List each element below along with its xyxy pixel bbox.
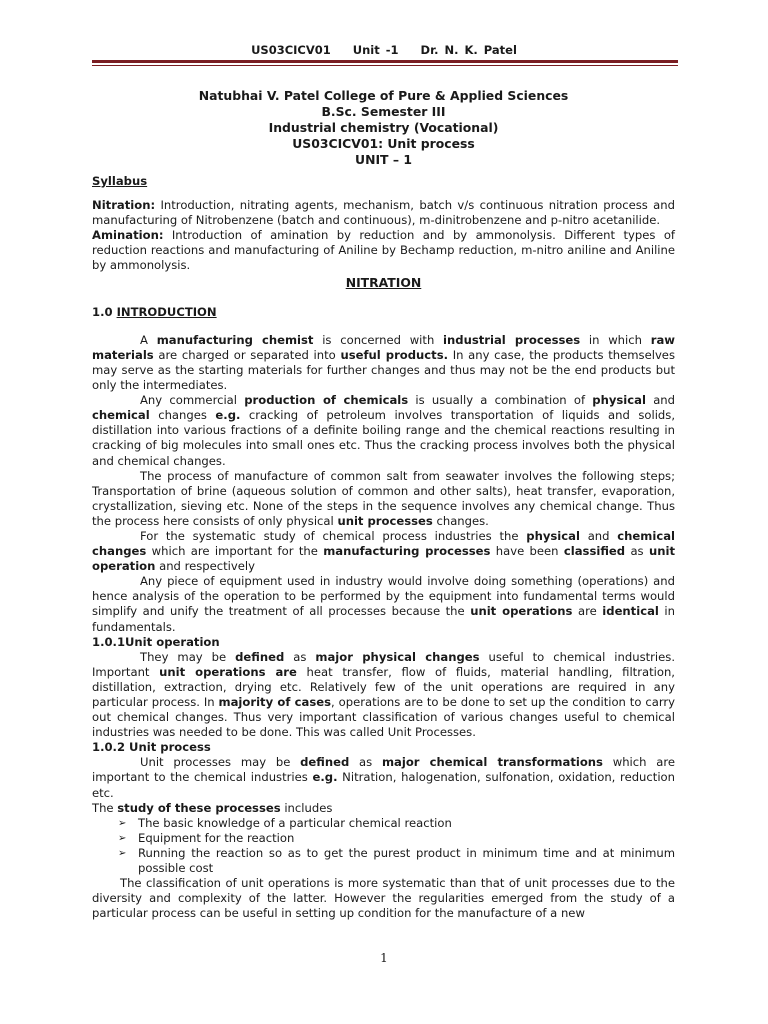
text-run: is usually a combination of (408, 393, 593, 408)
bold-run: defined (300, 755, 350, 770)
header-course-code: US03CICV01 (251, 43, 331, 57)
bold-run: manufacturing chemist (156, 332, 314, 347)
text-run: , operations are to be done to set up the condition to carry out chemical changes. Thus very important classification of various changes useful to chemical industries was needed to be done. This was called Unit Processes. (92, 695, 676, 740)
text-run: includes (280, 800, 333, 815)
page-content (92, 86, 675, 921)
list-item (118, 846, 675, 876)
text-run: changes. (432, 513, 489, 528)
text-run: have been (490, 544, 564, 559)
bold-run: unit operations (470, 604, 573, 619)
header-author: Dr. N. K. Patel (420, 43, 517, 57)
text-run: cracking of petroleum involves transportation of liquids and solids, distillation into various fractions of a definite boiling range and the chemical reactions resulting in cracking of big molecules into small ones etc. Thus the cracking process involves both the physical and chemical changes. (92, 408, 676, 468)
text-run: and (579, 528, 618, 543)
bold-run: defined (235, 649, 285, 664)
bold-run: identical (602, 604, 659, 619)
text-run: which are important to the chemical industries (92, 755, 675, 785)
bold-run: e.g. (215, 408, 241, 423)
bold-run: classified (563, 544, 626, 559)
bold-run: unit operations are (159, 664, 297, 679)
header-rule-thick (92, 60, 678, 63)
text-run: Unit processes may be (140, 755, 301, 770)
page-number: 1 (380, 951, 388, 965)
text-run: The process of manufacture of common salt from seawater involves the following steps; Transportation of brine (aqueous solution of common and other salts), heat transfer, evaporation, crystallization, sieving etc. None of the steps in the sequence involves any chemical change. Thus the process here consists of only physical (92, 468, 675, 528)
text-run: heat transfer, flow of fluids, material handling, filtration, distillation, extraction, drying etc. Relatively few of the unit operations are required in any particular process. In (92, 664, 675, 709)
section-title: NITRATION (345, 274, 422, 290)
text-run: and respectively (155, 559, 255, 574)
text-run: A (140, 332, 157, 347)
subject: Industrial chemistry (Vocational) (268, 120, 499, 135)
unit-process-paragraph (92, 755, 675, 800)
nitration-label: Nitration: (92, 198, 156, 213)
intro-heading (92, 305, 675, 320)
text-run: Any commercial (140, 393, 245, 408)
text-run: In any case, the products themselves may serve as the starting materials for further changes and thus may not be the end products but only the intermediates. (92, 347, 675, 393)
text-run: in which (580, 332, 651, 347)
text-run: The (92, 800, 118, 815)
arrow-bullet-icon: ➢ (118, 847, 127, 859)
unit-label: UNIT – 1 (355, 152, 412, 167)
intro-paragraph-5 (92, 574, 675, 634)
list-item (118, 816, 675, 831)
text-run: as (284, 649, 316, 664)
bold-run: physical (592, 393, 646, 408)
text-run: as (349, 755, 382, 770)
bold-run: useful products. (340, 347, 449, 362)
text-run: which are important for the (146, 544, 324, 559)
bold-run: physical (526, 528, 580, 543)
closing-paragraph: The classification of unit operations is more systematic than that of unit processes due to the diversity and complexity of the latter. However the regularities emerged from the study of a particular process can be useful in setting up condition for the manufacture of a new (92, 876, 675, 921)
nitration-text: Introduction, nitrating agents, mechanism, batch v/s continuous nitration process and manufacturing of Nitrobenzene (batch and continuous), m-dinitrobenzene and p-nitro acetanilide. (92, 198, 675, 228)
list-item-text: The basic knowledge of a particular chemical reaction (138, 815, 452, 830)
text-run: as (625, 544, 649, 559)
header-rule-thin (92, 65, 678, 66)
running-header (0, 43, 768, 57)
list-item (118, 831, 675, 846)
text-run: They may be (140, 649, 236, 664)
text-run: For the systematic study of chemical process industries the (140, 528, 527, 543)
text-run: Any piece of equipment used in industry would involve doing something (operations) and hence analysis of the operation to be performed by the equipment into fundamental terms would simplify and unify the treatment of all processes because the (92, 574, 675, 619)
text-run: are (572, 604, 603, 619)
text-run: in fundamentals. (92, 604, 675, 634)
amination-text: Introduction of amination by reduction and by ammonolysis. Different types of reduction reactions and manufacturing of Aniline by Bechamp reduction, m-nitro aniline and Aniline by ammonolysis. (92, 228, 675, 273)
title-block (92, 88, 675, 168)
intro-title: INTRODUCTION (116, 304, 217, 319)
text-run: useful to chemical industries. Important (92, 649, 675, 679)
text-run: Nitration, halogenation, sulfonation, oxidation, reduction etc. (92, 770, 675, 800)
text-run: and (645, 393, 676, 408)
bold-run: majority of cases (218, 695, 332, 709)
bold-run: industrial processes (443, 332, 581, 347)
semester: B.Sc. Semester III (321, 104, 446, 119)
syllabus-heading: Syllabus (92, 174, 148, 188)
paper-title: US03CICV01: Unit process (292, 136, 475, 151)
bold-run: production of chemicals (244, 393, 409, 408)
intro-number: 1.0 (92, 304, 117, 319)
syllabus-amination (92, 228, 675, 273)
intro-paragraph-4 (92, 529, 675, 574)
intro-paragraph-2 (92, 393, 675, 468)
bold-run: major chemical transformations (381, 755, 603, 770)
bold-run: raw materials (92, 332, 675, 362)
text-run: changes (149, 408, 216, 423)
bold-run: unit processes (337, 513, 433, 528)
arrow-bullet-icon: ➢ (118, 817, 127, 829)
college-name: Natubhai V. Patel College of Pure & Applied Sciences (198, 88, 569, 103)
text-run: are charged or separated into (153, 347, 341, 362)
bold-run: unit operation (92, 544, 675, 574)
syllabus-nitration (92, 198, 675, 228)
bold-run: e.g. (312, 770, 338, 785)
unit-process-heading: 1.0.2 Unit process (92, 740, 211, 755)
bold-run: major physical changes (315, 649, 480, 664)
bold-run: study of these processes (117, 800, 281, 815)
intro-paragraph-1 (92, 333, 675, 393)
study-processes-intro (92, 801, 675, 816)
bold-run: chemical changes (92, 528, 675, 559)
text-run: is concerned with (313, 332, 444, 347)
header-unit: Unit -1 (352, 43, 399, 57)
list-item-text: Equipment for the reaction (138, 830, 295, 845)
bold-run: chemical (92, 408, 150, 423)
arrow-bullet-icon: ➢ (118, 832, 127, 844)
intro-paragraph-3 (92, 469, 675, 529)
list-item-text: Running the reaction so as to get the purest product in minimum time and at minimum possible cost (138, 845, 675, 876)
bold-run: manufacturing processes (323, 544, 491, 559)
unit-operation-heading: 1.0.1Unit operation (92, 634, 220, 649)
study-list (92, 816, 675, 876)
unit-operation-paragraph (92, 650, 675, 741)
amination-label: Amination: (92, 228, 164, 243)
